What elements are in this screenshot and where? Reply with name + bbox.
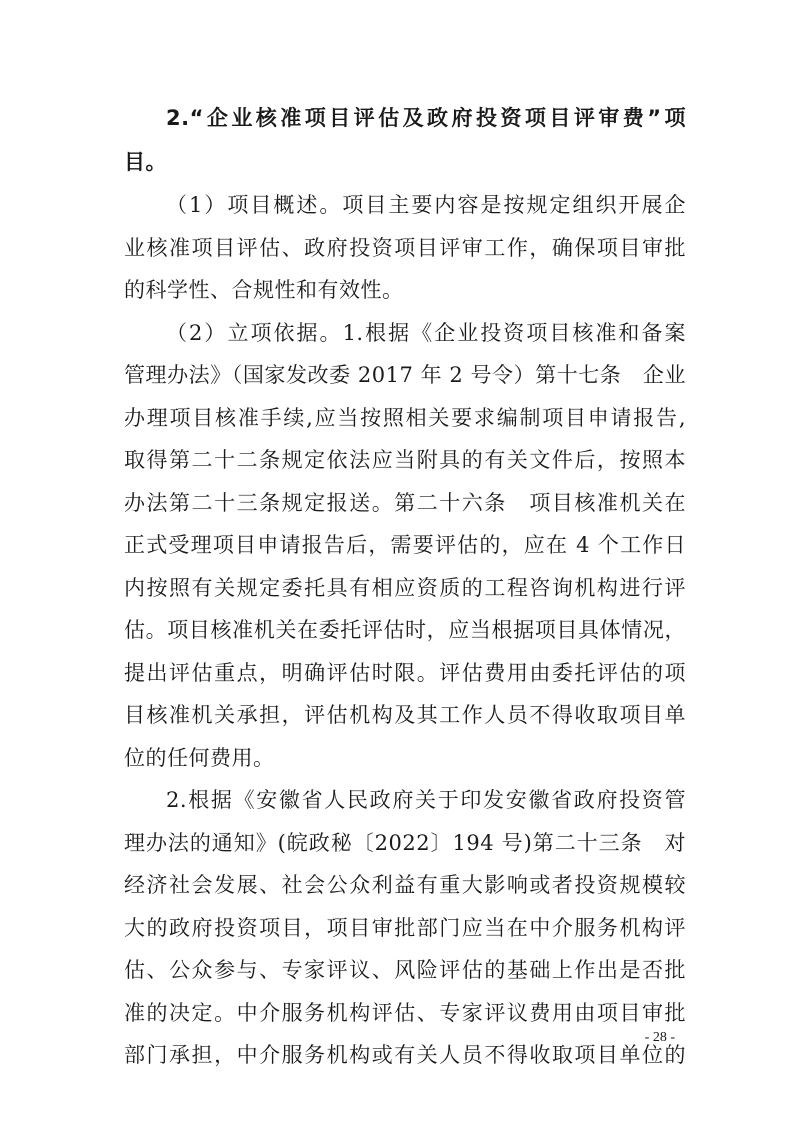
paragraph-line: 大的政府投资项目，项目审批部门应当在中介服务机构评 (124, 915, 686, 940)
paragraph-line: （1）项目概述。项目主要内容是按规定组织开展企 (166, 193, 686, 217)
document-page (124, 96, 686, 1077)
paragraph-line: 办理项目核准手续,应当按照相关要求编制项目申请报告, (124, 405, 686, 430)
paragraph-line: （2）立项依据。1.根据《企业投资项目核准和备案 (166, 320, 686, 345)
section-heading (124, 96, 686, 184)
paragraph-anhui-rules (124, 779, 686, 1077)
paragraph-line: 提出评估重点，明确评估时限。评估费用由委托评估的项 (124, 660, 686, 685)
paragraph-line: 业核准项目评估、政府投资项目评审工作，确保项目审批 (124, 235, 686, 260)
paragraph-line: 2.根据《安徽省人民政府关于印发安徽省政府投资管 (166, 788, 686, 812)
heading-line: 2.“企业核准项目评估及政府投资项目评审费”项 (166, 106, 686, 130)
page-number: - 28 - (644, 1030, 675, 1045)
paragraph-line: 部门承担，中介服务机构或有关人员不得收取项目单位的 (124, 1043, 686, 1067)
paragraph-line: 取得第二十二条规定依法应当附具的有关文件后，按照本 (124, 448, 686, 472)
paragraph-line: 估、公众参与、专家评议、风险评估的基础上作出是否批 (124, 958, 686, 982)
paragraph-line: 准的决定。中介服务机构评估、专家评议费用由项目审批 (124, 1000, 686, 1025)
paragraph-line: 管理办法》（国家发改委 2017 年 2 号令）第十七条 企业 (124, 363, 686, 387)
paragraph-basis (124, 312, 686, 780)
paragraph-line: 估。项目核准机关在委托评估时，应当根据项目具体情况， (124, 618, 686, 642)
paragraph-line: 办法第二十三条规定报送。第二十六条 项目核准机关在 (124, 490, 686, 515)
paragraph-line: 经济社会发展、社会公众利益有重大影响或者投资规模较 (124, 873, 686, 897)
paragraph-line: 正式受理项目申请报告后，需要评估的，应在 4 个工作日 (124, 533, 686, 557)
paragraph-line: 的科学性、合规性和有效性。 (124, 278, 404, 302)
paragraph-line: 理办法的通知》(皖政秘〔2022〕194 号)第二十三条 对 (124, 830, 686, 855)
paragraph-line: 目核准机关承担，评估机构及其工作人员不得收取项目单 (124, 703, 686, 727)
heading-line: 目。 (124, 150, 167, 174)
paragraph-line: 位的任何费用。 (124, 745, 275, 770)
paragraph-overview (124, 184, 686, 312)
paragraph-line: 内按照有关规定委托具有相应资质的工程咨询机构进行评 (124, 575, 686, 600)
